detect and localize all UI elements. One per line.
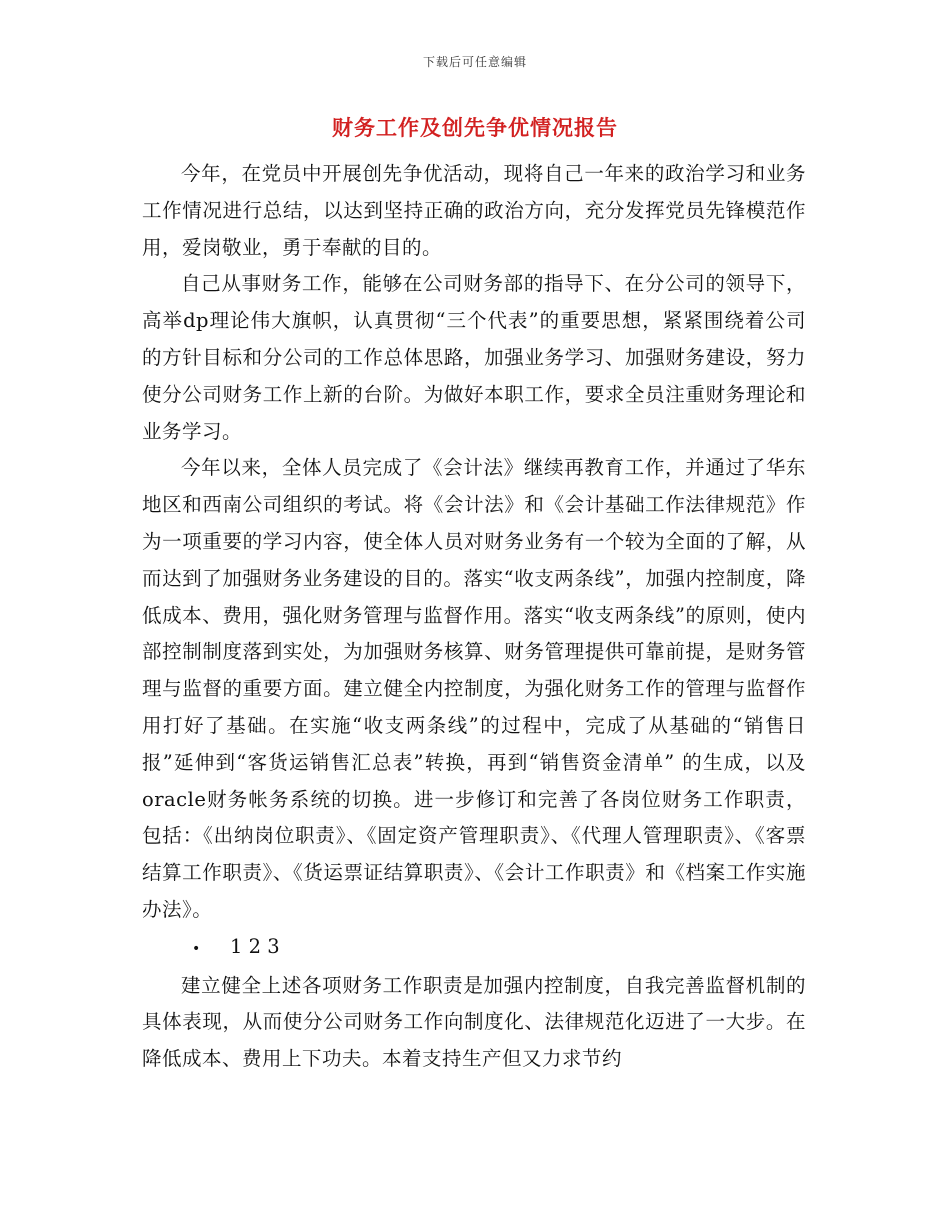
bullet-item <box>142 929 806 968</box>
document-body <box>142 156 806 1078</box>
paragraph-work: 自己从事财务工作，能够在公司财务部的指导下、在分公司的领导下，高举dp理论伟大旗帜，认真贯彻“三个代表”的重要思想，紧紧围绕着公司的方针目标和分公司的工作总体思路，加强业务学习、加强财务建设，努力使分公司财务工作上新的台阶。为做好本职工作，要求全员注重财务理论和业务学习。 <box>142 272 806 443</box>
bullet-dot-icon: • <box>192 940 201 957</box>
paragraph-intro: 今年，在党员中开展创先争优活动，现将自己一年来的政治学习和业务工作情况进行总结，以达到坚持正确的政治方向，充分发挥党员先锋模范作用，爱岗敬业，勇于奉献的目的。 <box>142 162 806 259</box>
document-title: 财务工作及创先争优情况报告 <box>332 116 618 140</box>
paragraph-closing: 建立健全上述各项财务工作职责是加强内控制度，自我完善监督机制的具体表现，从而使分公司财务工作向制度化、法律规范化迈进了一大步。在降低成本、费用上下功夫。本着支持生产但又力求节约 <box>142 973 806 1071</box>
header-note: 下载后可任意编辑 <box>422 55 527 69</box>
bullet-text: 1 2 3 <box>230 934 280 958</box>
paragraph-achievements: 今年以来，全体人员完成了《会计法》继续再教育工作，并通过了华东地区和西南公司组织的考试。将《会计法》和《会计基础工作法律规范》作为一项重要的学习内容，使全体人员对财务业务有一个较为全面的了解，从而达到了加强财务业务建设的目的。落实“收支两条线”，加强内控制度，降低成本、费用，强化财务管理与监督作用。落实“收支两条线”的原则，使内部控制制度落到实处，为加强财务核算、财务管理提供可靠前提，是财务管理与监督的重要方面。建立健全内控制度，为强化财务工作的管理与监督作用打好了基础。在实施“收支两条线”的过程中，完成了从基础的“销售日报”延伸到“客货运销售汇总表”转换，再到“销售资金清单” 的生成，以及oracle财务帐务系统的切换。进一步修订和完善了各岗位财务工作职责，包括：《出纳岗位职责》、《固定资产管理职责》、《代理人管理职责》、《客票结算工作职责》、《货运票证结算职责》、《会计工作职责》和《档案工作实施办法》。 <box>142 456 806 921</box>
